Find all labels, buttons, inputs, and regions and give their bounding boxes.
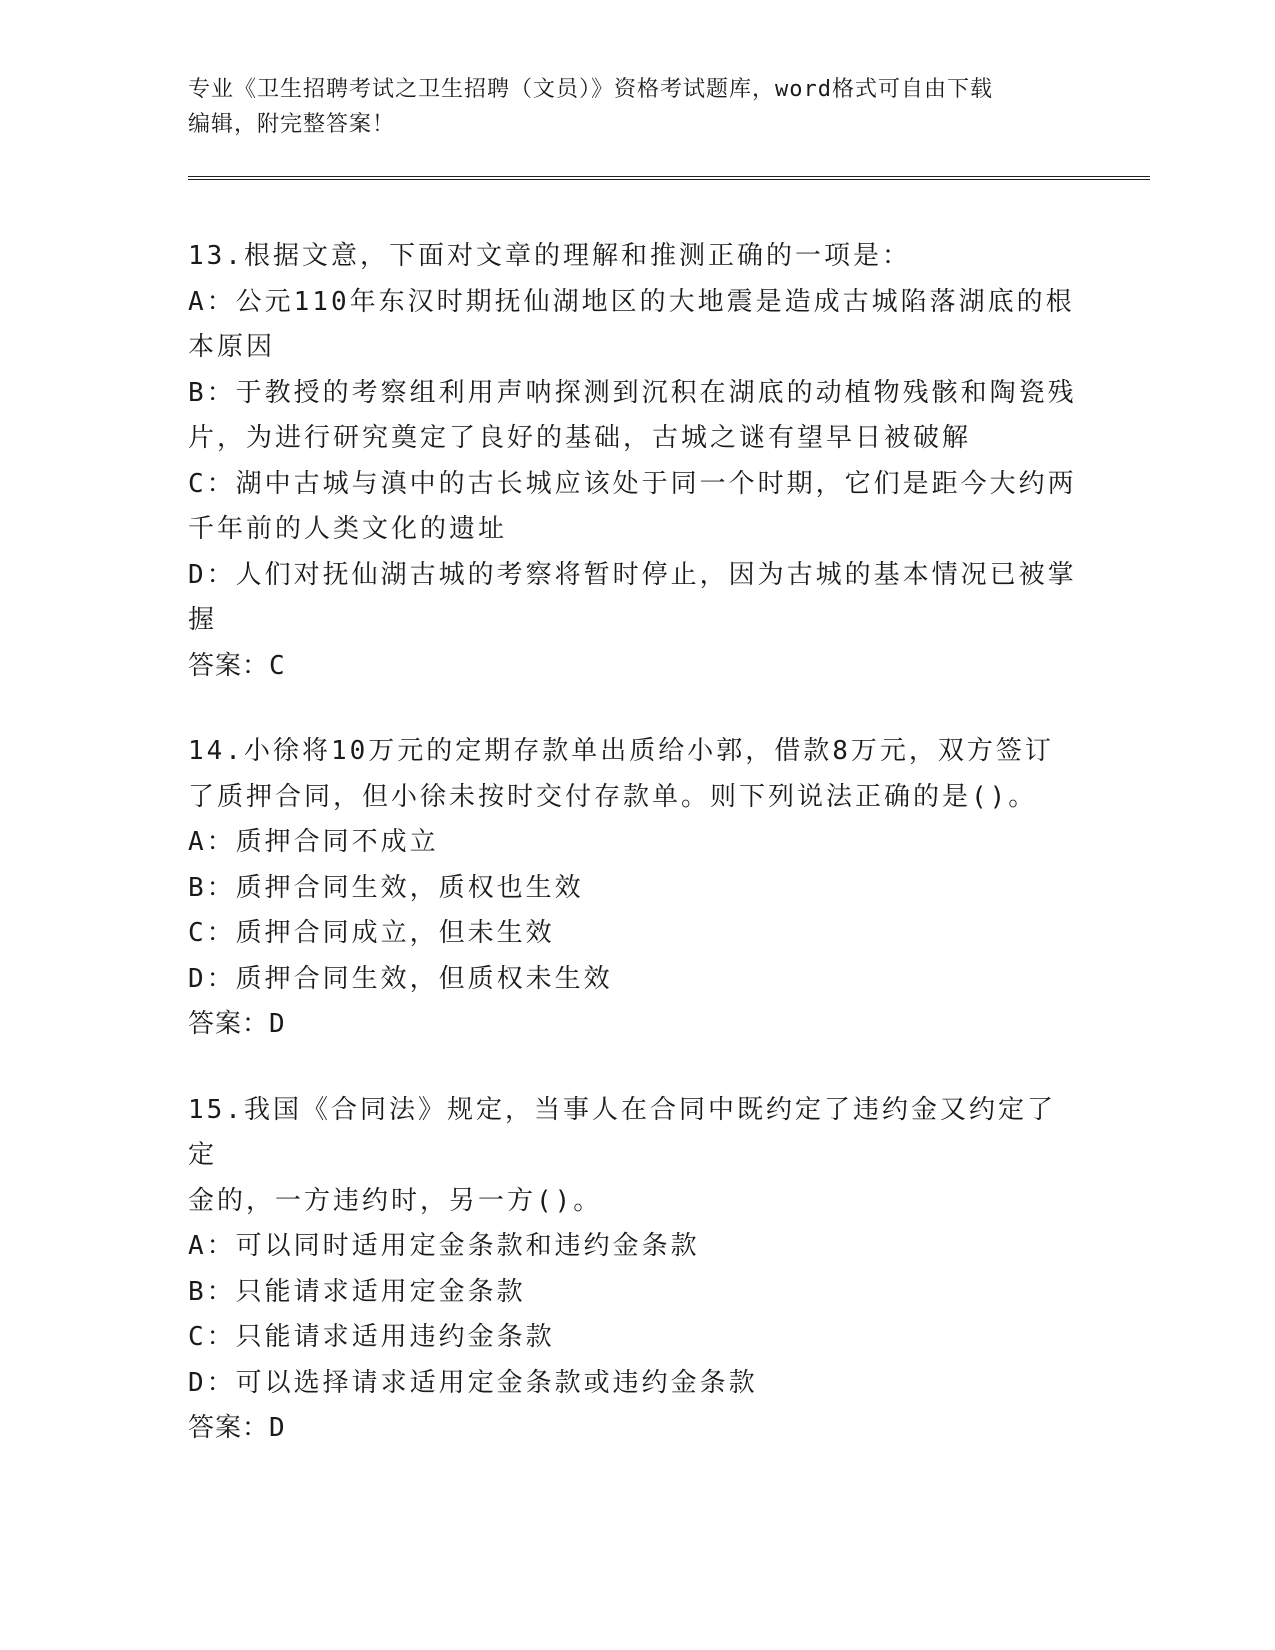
option-a: A：可以同时适用定金条款和违约金条款 <box>188 1231 700 1261</box>
option-d: D：质押合同生效，但质权未生效 <box>188 963 613 994</box>
answer: 答案：D <box>188 1413 286 1443</box>
option-c: C：只能请求适用违约金条款 <box>188 1322 555 1352</box>
question-stem-cont: 金的，一方违约时，另一方()。 <box>188 1185 603 1216</box>
option-a: A：公元110年东汉时期抚仙湖地区的大地震是造成古城陷落湖底的根 <box>188 286 1075 317</box>
header-line-2: 编辑，附完整答案！ <box>188 112 396 137</box>
option-b-cont: 片，为进行研究奠定了良好的基础，古城之谜有望早日被破解 <box>188 423 972 453</box>
question-stem: 13.根据文意，下面对文章的理解和推测正确的一项是： <box>188 241 911 271</box>
question-stem: 14.小徐将10万元的定期存款单出质给小郭，借款8万元，双方签订 <box>188 736 1054 766</box>
question-stem-cont: 了质押合同，但小徐未按时交付存款单。则下列说法正确的是()。 <box>188 781 1038 812</box>
question-list <box>188 234 1078 1492</box>
question-15 <box>188 1088 1078 1452</box>
question-13 <box>188 234 1078 689</box>
option-b: B：于教授的考察组利用声呐探测到沉积在湖底的动植物残骸和陶瓷残 <box>188 377 1077 408</box>
option-c: C：湖中古城与滇中的古长城应该处于同一个时期，它们是距今大约两 <box>188 468 1077 499</box>
option-b: B：质押合同生效，质权也生效 <box>188 872 584 903</box>
option-d-cont: 握 <box>188 605 218 635</box>
option-c: C：质押合同成立，但未生效 <box>188 918 555 948</box>
answer: 答案：D <box>188 1009 286 1039</box>
option-c-cont: 千年前的人类文化的遗址 <box>188 514 508 544</box>
document-header <box>188 72 1068 142</box>
option-a-cont: 本原因 <box>188 332 276 362</box>
answer: 答案：C <box>188 650 286 681</box>
header-divider <box>188 176 1150 180</box>
option-d: D：人们对抚仙湖古城的考察将暂时停止，因为古城的基本情况已被掌 <box>188 559 1077 590</box>
option-b: B：只能请求适用定金条款 <box>188 1276 526 1307</box>
option-d: D：可以选择请求适用定金条款或违约金条款 <box>188 1367 758 1398</box>
question-stem: 15.我国《合同法》规定，当事人在合同中既约定了违约金又约定了定 <box>188 1094 1056 1170</box>
question-14 <box>188 729 1078 1048</box>
header-line-1: 专业《卫生招聘考试之卫生招聘（文员）》资格考试题库，word格式可自由下载 <box>188 77 993 102</box>
option-a: A：质押合同不成立 <box>188 827 439 857</box>
